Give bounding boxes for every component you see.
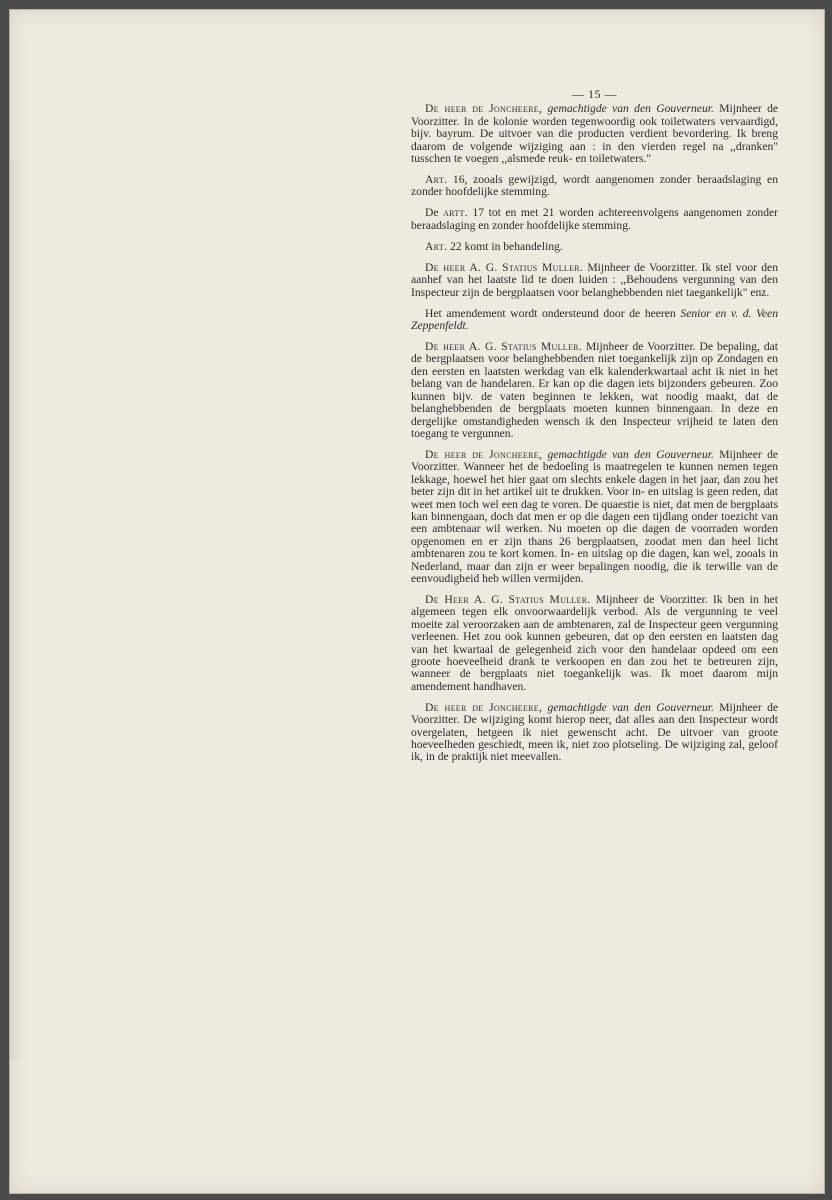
speaker-name: De heer de Joncheere, [425,700,543,714]
article-ref: Art. [425,239,448,253]
paragraph-9 [411,594,778,693]
speaker-name: De heer de Joncheere, [425,447,543,461]
paragraph-7 [411,341,778,440]
paragraph-text: 16, zooals gewijzigd, wordt aangenomen zonder beraadslaging en zonder hoofdelijke stemming. [411,173,778,199]
speaker-name: De heer A. G. Statius Muller. [425,260,584,274]
paragraph-3 [411,207,778,232]
speaker-role: gemachtigde van den Gouverneur. [547,102,714,116]
speaker-role: gemachtigde van den Gouverneur. [547,700,714,714]
paragraph-lead: De [425,206,439,220]
paragraph-2 [411,174,778,199]
paragraph-4 [411,241,778,253]
paragraph-1 [411,103,778,165]
speaker-name: De heer A. G. Statius Muller. [425,340,582,354]
paragraph-text: 17 tot en met 21 worden achtereenvolgens aangenomen zonder beraadslaging en zonder hoofdelijke stemming. [411,206,779,232]
page-fold-shadow [10,160,24,1060]
paragraph-5 [411,262,778,299]
paragraph-text: 22 komt in behandeling. [450,239,563,253]
article-ref: artt. [443,206,468,220]
paragraph-10 [411,702,778,764]
document-page [9,9,825,1194]
speaker-name: De Heer A. G. Statius Muller. [425,592,591,606]
paragraph-text: Mijnheer de Voorzitter. Wanneer het de bedoeling is maatregelen te kunnen nemen tegen lekkage, hoewel het hier gaat om slechts enkele dagen in het jaar, dan zou het beter zijn dit in het artikel uit te drukken. Voor in- en uitslag is geen reden, dat weet men toch wel een dag te voren. De quaestie is niet, dat men de bergplaats kan binnengaan, doch dat men er op die dagen een tijdlang onder toezicht van een ambtenaar wil werken. Nu moeten op die dagen de voorraden worden opgenomen en er zijn thans 26 bergplaatsen, zoodat men dan heel licht ambtenaren zou te kort komen. In- en uitslag op die dagen, kan wel, zooals in Nederland, maar dan zijn er weer bepalingen noodig, die ik terwille van de eenvoudigheid heb willen vermijden. [411,447,779,585]
page-number: — 15 — [572,87,617,101]
paragraph-text: Mijnheer de Voorzitter. De bepaling, dat de bergplaatsen voor belanghebbenden niet toegankelijk zijn op Zondagen en den eersten en laatsten werkdag van elk kalenderkwartaal acht ik niet in het belang van de handelaren. Er kan op die dagen iets bijzonders gebeuren. Zoo kunnen bijv. de vaten beginnen te lekken, wat noodig maakt, dat de belanghebbenden de bergplaats moeten kunnen binnengaan. In deze en dergelijke omstandigheden wensch ik den Inspecteur vrijheid te laten den toegang te vergunnen. [411,340,778,440]
supporter-names: Senior en v. d. Veen Zeppenfeldt. [411,306,778,333]
paragraph-text: Mijnheer de Voorzitter. Ik ben in het algemeen tegen elk onvoorwaardelijk verbod. Als de vergunning te veel moeite zal veroorzaken aan de ambtenaren, zal de Inspecteur geen vergunning verleenen. Het zou ook kunnen gebeuren, dat op den eersten en laatsten dag van het kwartaal de gelegenheid zich voor den handelaar opdeed om een groote hoeveelheid drank te verkoopen en dan zou het te betreuren zijn, wanneer de bergplaats niet toegankelijk was. Ik moet daarom mijn amendement handhaven. [411,592,779,693]
paragraph-6 [411,308,778,333]
paragraph-text: Het amendement wordt ondersteund door de heeren [425,306,676,320]
paragraph-text: Mijnheer de Voorzitter. In de kolonie worden tegenwoordig ook toiletwaters vervaardigd, bijv. bayrum. De uitvoer van die producten verdient bevordering. Ik breng daarom de volgende wijziging aan : in den vierden regel na ,,dranken" tusschen te voegen ,,alsmede reuk- en toiletwaters." [411,102,779,166]
text-column [411,88,778,772]
article-ref: Art. [425,173,448,187]
speaker-role: gemachtigde van den Gouverneur. [547,447,714,461]
paragraph-text: Mijnheer de Voorzitter. Ik stel voor den aanhef van het laatste lid te doen luiden : ,,Behoudens vergunning van den Inspecteur zijn de bergplaatsen voor belanghebbenden niet taegankelijk" enz. [411,260,778,299]
paragraph-8 [411,449,778,585]
paragraph-text: Mijnheer de Voorzitter. De wijziging komt hierop neer, dat alles aan den Inspecteur wordt overgelaten, hetgeen ik niet gewenscht acht. De uitvoer van groote hoeveelheden geschiedt, meen ik, niet zoo plotseling. De wijziging zal, geloof ik, in de praktijk niet meevallen. [411,700,779,764]
speaker-name: De heer de Joncheere, [425,102,543,116]
